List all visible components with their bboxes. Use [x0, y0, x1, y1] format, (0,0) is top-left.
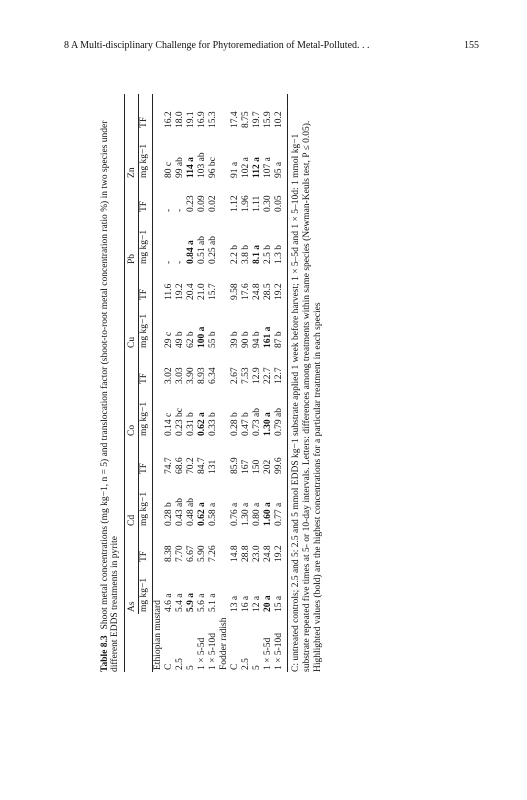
unit-header: mg kg−1	[138, 386, 152, 438]
tf-cell: 19.1	[185, 111, 196, 128]
tf-cell: 19.2	[174, 283, 185, 300]
tf-cell: 6.67	[185, 545, 196, 562]
tf-cell: 7.26	[207, 545, 218, 562]
tf-cell: 14.8	[229, 545, 240, 562]
tf-cell: 20.4	[185, 283, 196, 300]
concentration-cell: 112 a	[251, 157, 262, 178]
tf-cell: 1.11	[251, 195, 262, 212]
concentration-cell: 16 a	[240, 595, 251, 612]
concentration-cell: 5.4 a	[174, 593, 185, 612]
tf-header: TF	[138, 350, 152, 386]
tf-header: TF	[138, 528, 152, 564]
treatment-cell: 1 × 5-5d	[262, 637, 273, 670]
concentration-cell: 0.28 b	[229, 412, 240, 436]
tf-cell: 202	[262, 459, 273, 474]
concentration-cell: 3.8 b	[240, 245, 251, 264]
tf-cell: 167	[240, 459, 251, 474]
concentration-cell: 0.84 a	[185, 240, 196, 264]
tf-cell: 10.2	[274, 94, 288, 130]
concentration-cell: 2.5 b	[262, 245, 273, 264]
concentration-cell: 1.30 a	[262, 412, 273, 436]
tf-cell: 1.12	[229, 195, 240, 212]
species-name: Ethiopian mustard	[152, 600, 163, 670]
concentration-cell: 114 a	[185, 157, 196, 178]
concentration-cell: 0.43 ab	[174, 498, 185, 526]
tf-cell: 5.90	[196, 545, 207, 562]
tf-cell: 0.02	[207, 195, 218, 212]
concentration-cell: 0.33 b	[207, 412, 218, 436]
concentration-cell: 87 b	[274, 302, 288, 350]
tf-cell: 17.4	[229, 111, 240, 128]
tf-cell: 28.5	[262, 283, 273, 300]
unit-header: mg kg−1	[138, 302, 152, 350]
tf-cell: 8.75	[240, 111, 251, 128]
tf-cell: 11.6	[163, 283, 174, 300]
tf-cell: 17.6	[240, 283, 251, 300]
tf-cell: 0.09	[196, 195, 207, 212]
table-row	[230, 94, 241, 672]
tf-cell: 2.67	[229, 367, 240, 384]
treatment-cell: 2.5	[174, 658, 185, 670]
tf-cell: 18.0	[174, 111, 185, 128]
concentration-cell: 5.6 a	[196, 593, 207, 612]
unit-header: mg kg−1	[138, 564, 152, 614]
tf-cell: 15.7	[207, 283, 218, 300]
tf-cell: -	[174, 208, 185, 212]
data-table	[124, 94, 288, 672]
concentration-cell: 90 b	[240, 331, 251, 348]
concentration-cell: 8.1 a	[251, 245, 262, 264]
tf-cell: 74.7	[163, 457, 174, 474]
concentration-cell: 15 a	[274, 564, 288, 614]
rotated-table-block	[100, 92, 500, 672]
metal-header-row	[124, 94, 138, 672]
tf-cell: 84.7	[196, 457, 207, 474]
treatment-cell: 5	[251, 665, 262, 670]
concentration-cell: 0.62 a	[196, 412, 207, 436]
species-row	[219, 94, 230, 672]
concentration-cell: 0.73 ab	[251, 408, 262, 436]
tf-cell: 0.23	[185, 195, 196, 212]
table-row	[241, 94, 252, 672]
concentration-cell: 103 ab	[196, 152, 207, 178]
table-footnote: C: untreated controls; 2.5 and 5: 2.5 and 5 mmol EDDS kg−1 substrate applied 1 week before harvest; 1 × 5–5d and 1 × 5–10d: 1 mmol kg−1 substrate repeated five times at 5- or 10-day intervals. Letters: differences among treatments within same species (Newman-Keuls test, P ≤ 0.05). Highlighted values (bold) are the highest concentrations for a particular treatment in each species	[290, 120, 323, 672]
tf-cell: 19.2	[274, 266, 288, 302]
tf-cell: 3.03	[174, 367, 185, 384]
concentration-cell: 0.47 b	[240, 412, 251, 436]
concentration-cell: 99 ab	[174, 157, 185, 178]
table-row	[208, 94, 219, 672]
tf-cell: 68.6	[174, 457, 185, 474]
concentration-cell: 161 a	[262, 326, 273, 348]
tf-cell: 150	[251, 459, 262, 474]
table-row	[197, 94, 208, 672]
treatment-cell: 5	[185, 665, 196, 670]
table-row	[252, 94, 263, 672]
species-name: Fodder radish	[218, 617, 229, 670]
table-row	[164, 94, 175, 672]
table-row	[186, 94, 197, 672]
concentration-cell: 0.51 ab	[196, 236, 207, 264]
metal-header: Cu	[124, 266, 138, 350]
concentration-cell: 0.31 b	[185, 412, 196, 436]
concentration-cell: 0.80 a	[251, 502, 262, 526]
tf-cell: 24.8	[251, 283, 262, 300]
chapter-head: 8 A Multi-disciplinary Challenge for Phytoremediation of Metal-Polluted. . .	[64, 40, 370, 51]
concentration-cell: 100 a	[196, 326, 207, 348]
tf-cell: 8.38	[163, 545, 174, 562]
treatment-cell: C	[163, 663, 174, 670]
tf-cell: 23.0	[251, 545, 262, 562]
concentration-cell: 0.48 ab	[185, 498, 196, 526]
concentration-cell: 20 a	[262, 595, 273, 612]
concentration-cell: 0.77 a	[274, 476, 288, 528]
metal-header: Zn	[124, 94, 138, 180]
tf-cell: 21.0	[196, 283, 207, 300]
tf-cell: 0.05	[274, 180, 288, 214]
treatment-cell: 2.5	[240, 658, 251, 670]
tf-cell: 3.90	[185, 367, 196, 384]
concentration-cell: 91 a	[229, 161, 240, 178]
tf-cell: 3.02	[163, 367, 174, 384]
concentration-cell: 5.1 a	[207, 593, 218, 612]
concentration-cell: 29 c	[163, 331, 174, 348]
treatment-cell: 1 × 5-5d	[196, 637, 207, 670]
concentration-cell: 96 bc	[207, 157, 218, 178]
tf-cell: 6.34	[207, 367, 218, 384]
concentration-cell: 0.28 b	[163, 502, 174, 526]
concentration-cell: 5.9 a	[185, 593, 196, 612]
tf-cell: 15.3	[207, 111, 218, 128]
concentration-cell: 13 a	[229, 595, 240, 612]
tf-cell: 19.7	[251, 111, 262, 128]
concentration-cell: 107 a	[262, 157, 273, 178]
table-row	[175, 94, 186, 672]
table-caption-text: Shoot metal concentrations (mg kg−1, n = 5) and translocation factor (shoot-to-root metal concentration ratio %) in two species under different EDDS treatments in pyrite	[100, 120, 121, 672]
tf-cell: -	[163, 208, 174, 212]
tf-cell: 8.93	[196, 367, 207, 384]
unit-header: mg kg−1	[138, 214, 152, 266]
tf-cell: 7.53	[240, 367, 251, 384]
table-row	[263, 94, 274, 672]
tf-cell: 1.96	[240, 195, 251, 212]
concentration-cell: 2.2 b	[229, 245, 240, 264]
concentration-cell: 0.62 a	[196, 502, 207, 526]
concentration-cell: 1.30 a	[240, 502, 251, 526]
concentration-cell: 39 b	[229, 331, 240, 348]
tf-cell: 9.58	[229, 283, 240, 300]
metal-header: Pb	[124, 180, 138, 266]
concentration-cell: 0.25 ab	[207, 236, 218, 264]
concentration-cell: 62 b	[185, 331, 196, 348]
tf-header: TF	[138, 94, 152, 130]
concentration-cell: -	[163, 260, 174, 264]
tf-header: TF	[138, 266, 152, 302]
concentration-cell: 0.23 bc	[174, 408, 185, 436]
tf-cell: 12.7	[274, 350, 288, 386]
unit-header-row	[138, 94, 152, 672]
tf-cell: 16.2	[163, 111, 174, 128]
tf-cell: 85.9	[229, 457, 240, 474]
concentration-cell: 12 a	[251, 595, 262, 612]
concentration-cell: 49 b	[174, 331, 185, 348]
tf-cell: 24.8	[262, 545, 273, 562]
metal-header: Cd	[124, 438, 138, 528]
tf-cell: 70.2	[185, 457, 196, 474]
tf-cell: 99.6	[274, 438, 288, 476]
table-caption	[100, 92, 121, 672]
treatment-cell: 1 × 5-10d	[274, 614, 288, 672]
tf-cell: 0.30	[262, 195, 273, 212]
tf-cell: 28.8	[240, 545, 251, 562]
concentration-cell: 1.60 a	[262, 502, 273, 526]
treatment-cell: 1 × 5-10d	[207, 632, 218, 670]
tf-cell: 131	[207, 459, 218, 474]
concentration-cell: 0.76 a	[229, 502, 240, 526]
concentration-cell: 1.3 b	[274, 214, 288, 266]
concentration-cell: 0.58 a	[207, 502, 218, 526]
concentration-cell: 55 b	[207, 331, 218, 348]
unit-header: mg kg−1	[138, 476, 152, 528]
concentration-cell: 0.14 c	[163, 412, 174, 436]
metal-header: Co	[124, 350, 138, 438]
running-head	[64, 40, 479, 51]
metal-header: As	[124, 528, 138, 614]
unit-header: mg kg−1	[138, 130, 152, 180]
concentration-cell: -	[174, 260, 185, 264]
tf-cell: 16.9	[196, 111, 207, 128]
tf-cell: 15.9	[262, 111, 273, 128]
treatment-cell: C	[229, 663, 240, 670]
species-row	[152, 94, 164, 672]
tf-cell: 22.7	[262, 367, 273, 384]
tf-cell: 12.9	[251, 367, 262, 384]
tf-header: TF	[138, 438, 152, 476]
concentration-cell: 95 a	[274, 130, 288, 180]
concentration-cell: 94 b	[251, 331, 262, 348]
concentration-cell: 102 a	[240, 157, 251, 178]
tf-header: TF	[138, 180, 152, 214]
tf-cell: 7.70	[174, 545, 185, 562]
table-row	[274, 94, 288, 672]
concentration-cell: 80 c	[163, 161, 174, 178]
concentration-cell: 4.6 a	[163, 593, 174, 612]
tf-cell: 19.2	[274, 528, 288, 564]
page-number: 155	[464, 40, 479, 51]
table-label: Table 8.3	[100, 635, 110, 672]
concentration-cell: 0.79 ab	[274, 386, 288, 438]
